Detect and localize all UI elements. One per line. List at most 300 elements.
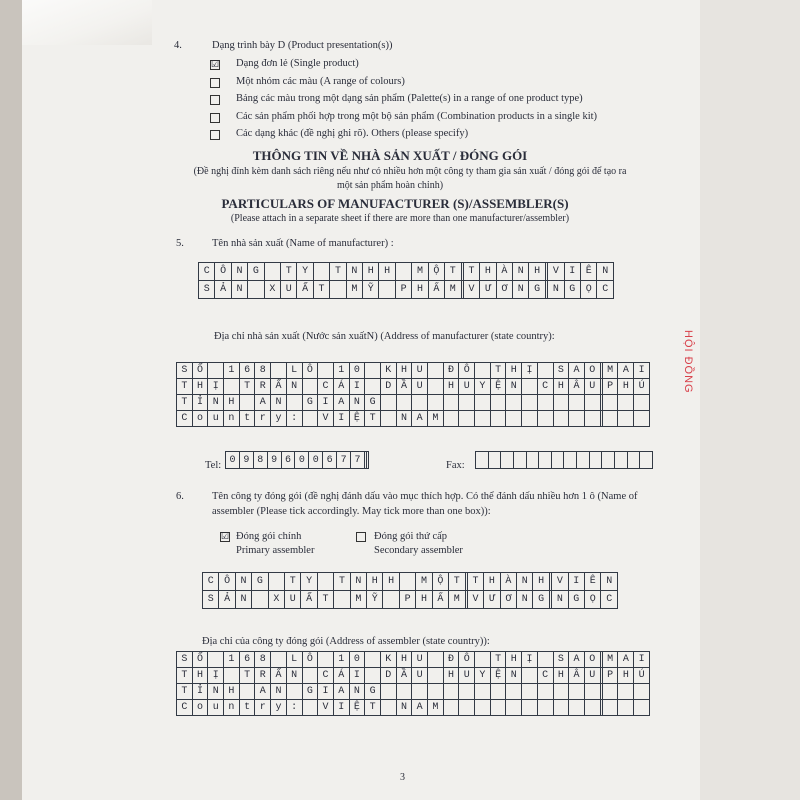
grid-cell[interactable] bbox=[589, 452, 602, 469]
grid-cell[interactable] bbox=[268, 573, 284, 591]
grid-cell[interactable]: N bbox=[271, 395, 287, 411]
grid-cell[interactable]: T bbox=[490, 363, 506, 379]
grid-cell[interactable]: y bbox=[271, 700, 287, 716]
grid-cell[interactable]: V bbox=[467, 591, 483, 609]
grid-cell[interactable] bbox=[584, 411, 600, 427]
grid-cell[interactable]: C bbox=[597, 281, 614, 299]
grid-cell[interactable] bbox=[615, 452, 628, 469]
grid-cell[interactable]: Ả bbox=[219, 591, 235, 609]
grid-cell[interactable]: Ấ bbox=[301, 591, 317, 609]
grid-cell[interactable]: P bbox=[602, 379, 618, 395]
grid-cell[interactable]: 6 bbox=[239, 363, 255, 379]
grid-cell[interactable]: H bbox=[618, 379, 634, 395]
grid-cell[interactable] bbox=[569, 395, 585, 411]
grid-cell[interactable]: C bbox=[537, 668, 553, 684]
grid-cell[interactable]: Ê bbox=[585, 573, 601, 591]
grid-cell[interactable]: N bbox=[235, 573, 251, 591]
grid-cell[interactable]: 8 bbox=[255, 652, 271, 668]
grid-cell[interactable]: H bbox=[224, 395, 240, 411]
grid-cell[interactable]: Ị bbox=[522, 652, 538, 668]
grid-cell[interactable]: 7 bbox=[337, 452, 351, 469]
grid-cell[interactable]: N bbox=[231, 281, 247, 299]
grid-cell[interactable] bbox=[365, 668, 381, 684]
grid-cell[interactable]: T bbox=[365, 411, 381, 427]
grid-cell[interactable]: M bbox=[602, 652, 618, 668]
grid-cell[interactable]: N bbox=[506, 668, 522, 684]
grid-cell[interactable] bbox=[618, 700, 634, 716]
grid-cell[interactable] bbox=[506, 700, 522, 716]
grid-cell[interactable]: N bbox=[396, 700, 412, 716]
grid-cell[interactable]: Ố bbox=[192, 652, 208, 668]
grid-cell[interactable]: T bbox=[490, 652, 506, 668]
grid-cell[interactable] bbox=[506, 411, 522, 427]
grid-cell[interactable]: Ô bbox=[302, 652, 318, 668]
grid-cell[interactable]: H bbox=[506, 652, 522, 668]
grid-cell[interactable]: r bbox=[255, 700, 271, 716]
grid-cell[interactable]: t bbox=[239, 700, 255, 716]
grid-cell[interactable] bbox=[584, 684, 600, 700]
grid-cell[interactable]: Ẩ bbox=[432, 591, 448, 609]
grid-cell[interactable]: I bbox=[349, 379, 365, 395]
grid-cell[interactable]: Ư bbox=[484, 591, 500, 609]
grid-cell[interactable]: N bbox=[208, 684, 224, 700]
grid-cell[interactable]: T bbox=[463, 263, 479, 281]
presentation-option-checkbox[interactable] bbox=[210, 113, 220, 123]
grid-cell[interactable] bbox=[318, 652, 334, 668]
grid-cell[interactable]: : bbox=[286, 700, 302, 716]
grid-cell[interactable] bbox=[252, 591, 268, 609]
grid-cell[interactable]: H bbox=[443, 379, 459, 395]
grid-cell[interactable] bbox=[553, 411, 569, 427]
grid-cell[interactable] bbox=[553, 684, 569, 700]
grid-cell[interactable] bbox=[475, 411, 491, 427]
grid-cell[interactable] bbox=[428, 652, 444, 668]
grid-cell[interactable] bbox=[627, 452, 640, 469]
grid-cell[interactable]: A bbox=[255, 395, 271, 411]
grid-cell[interactable] bbox=[428, 379, 444, 395]
presentation-option-checkbox[interactable] bbox=[210, 78, 220, 88]
grid-cell[interactable]: T bbox=[365, 700, 381, 716]
presentation-option-checkbox[interactable] bbox=[210, 130, 220, 140]
grid-cell[interactable] bbox=[459, 395, 475, 411]
grid-cell[interactable]: N bbox=[349, 395, 365, 411]
grid-cell[interactable]: O bbox=[584, 363, 600, 379]
grid-cell[interactable]: T bbox=[177, 684, 193, 700]
grid-cell[interactable]: N bbox=[231, 263, 247, 281]
grid-cell[interactable] bbox=[443, 411, 459, 427]
grid-cell[interactable]: U bbox=[459, 379, 475, 395]
grid-cell[interactable] bbox=[584, 700, 600, 716]
grid-cell[interactable]: A bbox=[255, 684, 271, 700]
grid-cell[interactable] bbox=[443, 395, 459, 411]
grid-cell[interactable]: T bbox=[449, 573, 465, 591]
grid-cell[interactable]: D bbox=[380, 668, 396, 684]
grid-cell[interactable]: I bbox=[318, 395, 334, 411]
grid-cell[interactable] bbox=[602, 411, 618, 427]
grid-cell[interactable]: C bbox=[601, 591, 618, 609]
grid-cell[interactable]: Ú bbox=[634, 668, 650, 684]
grid-cell[interactable] bbox=[569, 700, 585, 716]
grid-cell[interactable] bbox=[459, 700, 475, 716]
grid-cell[interactable]: S bbox=[199, 281, 215, 299]
grid-cell[interactable] bbox=[224, 668, 240, 684]
grid-cell[interactable]: M bbox=[350, 591, 366, 609]
grid-cell[interactable]: S bbox=[177, 363, 193, 379]
grid-cell[interactable]: M bbox=[346, 281, 362, 299]
grid-cell[interactable]: Â bbox=[569, 668, 585, 684]
grid-cell[interactable]: H bbox=[396, 652, 412, 668]
grid-cell[interactable] bbox=[475, 700, 491, 716]
grid-cell[interactable]: N bbox=[601, 573, 618, 591]
grid-cell[interactable]: N bbox=[208, 395, 224, 411]
grid-cell[interactable]: T bbox=[285, 573, 301, 591]
grid-cell[interactable] bbox=[634, 411, 650, 427]
grid-cell[interactable] bbox=[602, 452, 615, 469]
grid-cell[interactable]: t bbox=[239, 411, 255, 427]
grid-cell[interactable]: U bbox=[584, 379, 600, 395]
grid-cell[interactable]: Ầ bbox=[396, 668, 412, 684]
grid-cell[interactable]: H bbox=[367, 573, 383, 591]
grid-cell[interactable]: Y bbox=[475, 379, 491, 395]
grid-cell[interactable]: H bbox=[480, 263, 496, 281]
grid-cell[interactable] bbox=[569, 411, 585, 427]
grid-cell[interactable]: G bbox=[564, 281, 580, 299]
grid-cell[interactable]: I bbox=[318, 684, 334, 700]
grid-cell[interactable]: I bbox=[564, 263, 580, 281]
grid-cell[interactable]: 1 bbox=[333, 652, 349, 668]
grid-cell[interactable] bbox=[428, 684, 444, 700]
grid-cell[interactable] bbox=[380, 395, 396, 411]
grid-cell[interactable] bbox=[634, 684, 650, 700]
grid-cell[interactable]: G bbox=[302, 395, 318, 411]
grid-cell[interactable] bbox=[475, 395, 491, 411]
grid-cell[interactable] bbox=[412, 395, 428, 411]
grid-cell[interactable]: L bbox=[286, 363, 302, 379]
grid-cell[interactable]: U bbox=[412, 363, 428, 379]
grid-cell[interactable]: H bbox=[224, 684, 240, 700]
grid-cell[interactable]: G bbox=[248, 263, 264, 281]
grid-cell[interactable]: M bbox=[428, 700, 444, 716]
grid-cell[interactable] bbox=[443, 684, 459, 700]
grid-cell[interactable]: U bbox=[584, 668, 600, 684]
grid-cell[interactable]: G bbox=[365, 395, 381, 411]
grid-cell[interactable]: 6 bbox=[281, 452, 295, 469]
grid-cell[interactable]: À bbox=[500, 573, 516, 591]
grid-cell[interactable]: Ô bbox=[219, 573, 235, 591]
grid-cell[interactable] bbox=[459, 684, 475, 700]
grid-cell[interactable]: u bbox=[208, 411, 224, 427]
grid-cell[interactable]: H bbox=[553, 379, 569, 395]
grid-cell[interactable] bbox=[286, 395, 302, 411]
grid-cell[interactable] bbox=[366, 452, 368, 469]
grid-cell[interactable] bbox=[488, 452, 501, 469]
grid-cell[interactable]: 1 bbox=[224, 363, 240, 379]
grid-cell[interactable]: A bbox=[412, 700, 428, 716]
grid-cell[interactable]: Ỉ bbox=[192, 684, 208, 700]
grid-cell[interactable] bbox=[564, 452, 577, 469]
grid-cell[interactable] bbox=[380, 700, 396, 716]
grid-cell[interactable]: 9 bbox=[239, 452, 253, 469]
grid-cell[interactable] bbox=[640, 452, 653, 469]
grid-cell[interactable]: Ẩ bbox=[428, 281, 444, 299]
grid-cell[interactable] bbox=[334, 591, 350, 609]
grid-cell[interactable] bbox=[313, 263, 329, 281]
grid-cell[interactable] bbox=[224, 379, 240, 395]
grid-cell[interactable] bbox=[459, 411, 475, 427]
grid-cell[interactable] bbox=[443, 700, 459, 716]
grid-cell[interactable] bbox=[286, 684, 302, 700]
grid-cell[interactable]: Ệ bbox=[490, 379, 506, 395]
grid-cell[interactable]: N bbox=[517, 591, 533, 609]
grid-cell[interactable]: G bbox=[533, 591, 549, 609]
grid-cell[interactable]: C bbox=[199, 263, 215, 281]
grid-cell[interactable] bbox=[537, 700, 553, 716]
grid-cell[interactable]: H bbox=[533, 573, 549, 591]
grid-cell[interactable]: T bbox=[177, 668, 193, 684]
grid-cell[interactable] bbox=[271, 363, 287, 379]
grid-cell[interactable] bbox=[537, 684, 553, 700]
grid-cell[interactable]: T bbox=[239, 668, 255, 684]
grid-cell[interactable] bbox=[577, 452, 590, 469]
grid-cell[interactable]: Y bbox=[475, 668, 491, 684]
grid-cell[interactable]: Ô bbox=[459, 363, 475, 379]
grid-cell[interactable]: T bbox=[281, 263, 297, 281]
grid-cell[interactable] bbox=[537, 652, 553, 668]
grid-cell[interactable] bbox=[522, 379, 538, 395]
grid-cell[interactable]: Ơ bbox=[496, 281, 512, 299]
grid-cell[interactable]: N bbox=[346, 263, 362, 281]
grid-cell[interactable]: Ô bbox=[302, 363, 318, 379]
grid-cell[interactable]: T bbox=[330, 263, 346, 281]
grid-cell[interactable]: S bbox=[553, 652, 569, 668]
grid-cell[interactable]: T bbox=[445, 263, 461, 281]
grid-cell[interactable] bbox=[380, 411, 396, 427]
grid-cell[interactable] bbox=[317, 573, 333, 591]
grid-cell[interactable] bbox=[208, 652, 224, 668]
grid-cell[interactable]: n bbox=[224, 411, 240, 427]
grid-cell[interactable] bbox=[513, 452, 526, 469]
grid-cell[interactable]: H bbox=[443, 668, 459, 684]
grid-cell[interactable]: C bbox=[318, 379, 334, 395]
grid-cell[interactable]: 0 bbox=[226, 452, 240, 469]
grid-cell[interactable]: H bbox=[192, 379, 208, 395]
grid-cell[interactable]: T bbox=[313, 281, 329, 299]
grid-cell[interactable]: Y bbox=[297, 263, 313, 281]
grid-cell[interactable] bbox=[537, 411, 553, 427]
grid-cell[interactable]: H bbox=[363, 263, 379, 281]
grid-cell[interactable]: M bbox=[416, 573, 432, 591]
grid-cell[interactable] bbox=[522, 668, 538, 684]
presentation-option-checkbox[interactable] bbox=[210, 95, 220, 105]
grid-cell[interactable]: G bbox=[529, 281, 545, 299]
grid-cell[interactable]: N bbox=[506, 379, 522, 395]
grid-cell[interactable]: P bbox=[399, 591, 415, 609]
grid-cell[interactable]: R bbox=[255, 668, 271, 684]
grid-cell[interactable] bbox=[553, 700, 569, 716]
grid-cell[interactable]: H bbox=[396, 363, 412, 379]
grid-cell[interactable] bbox=[522, 411, 538, 427]
grid-cell[interactable]: V bbox=[318, 700, 334, 716]
grid-cell[interactable]: Ê bbox=[581, 263, 597, 281]
grid-cell[interactable]: U bbox=[285, 591, 301, 609]
grid-cell[interactable]: T bbox=[177, 379, 193, 395]
grid-cell[interactable]: Y bbox=[301, 573, 317, 591]
grid-cell[interactable]: r bbox=[255, 411, 271, 427]
grid-cell[interactable]: V bbox=[552, 573, 568, 591]
grid-cell[interactable] bbox=[490, 700, 506, 716]
grid-cell[interactable]: I bbox=[634, 363, 650, 379]
grid-cell[interactable] bbox=[302, 700, 318, 716]
grid-cell[interactable]: L bbox=[286, 652, 302, 668]
grid-cell[interactable] bbox=[526, 452, 539, 469]
grid-cell[interactable]: Ô bbox=[459, 652, 475, 668]
grid-cell[interactable]: M bbox=[602, 363, 618, 379]
grid-cell[interactable]: A bbox=[618, 363, 634, 379]
grid-cell[interactable] bbox=[302, 379, 318, 395]
grid-cell[interactable] bbox=[618, 395, 634, 411]
grid-cell[interactable] bbox=[602, 684, 618, 700]
grid-cell[interactable]: C bbox=[537, 379, 553, 395]
grid-cell[interactable]: S bbox=[203, 591, 219, 609]
grid-cell[interactable] bbox=[365, 652, 381, 668]
grid-cell[interactable] bbox=[584, 395, 600, 411]
grid-cell[interactable]: H bbox=[553, 668, 569, 684]
grid-cell[interactable] bbox=[537, 395, 553, 411]
grid-cell[interactable]: C bbox=[318, 668, 334, 684]
grid-cell[interactable] bbox=[475, 363, 491, 379]
grid-cell[interactable] bbox=[383, 591, 399, 609]
grid-cell[interactable]: K bbox=[380, 652, 396, 668]
grid-cell[interactable] bbox=[476, 452, 489, 469]
grid-cell[interactable]: G bbox=[252, 573, 268, 591]
grid-cell[interactable]: A bbox=[333, 395, 349, 411]
grid-cell[interactable]: M bbox=[412, 263, 428, 281]
grid-cell[interactable] bbox=[475, 652, 491, 668]
grid-cell[interactable] bbox=[239, 684, 255, 700]
grid-cell[interactable]: H bbox=[484, 573, 500, 591]
grid-cell[interactable] bbox=[602, 700, 618, 716]
grid-cell[interactable]: X bbox=[268, 591, 284, 609]
grid-cell[interactable]: H bbox=[379, 263, 395, 281]
grid-cell[interactable] bbox=[569, 684, 585, 700]
grid-cell[interactable] bbox=[208, 363, 224, 379]
grid-cell[interactable] bbox=[490, 395, 506, 411]
grid-cell[interactable]: T bbox=[239, 379, 255, 395]
grid-cell[interactable]: Ộ bbox=[428, 263, 444, 281]
grid-cell[interactable]: X bbox=[264, 281, 280, 299]
grid-cell[interactable]: H bbox=[529, 263, 545, 281]
grid-cell[interactable]: 6 bbox=[323, 452, 337, 469]
grid-cell[interactable]: C bbox=[203, 573, 219, 591]
grid-cell[interactable]: 0 bbox=[349, 363, 365, 379]
grid-cell[interactable] bbox=[537, 363, 553, 379]
grid-cell[interactable]: N bbox=[271, 684, 287, 700]
grid-cell[interactable]: 0 bbox=[295, 452, 309, 469]
grid-cell[interactable]: : bbox=[286, 411, 302, 427]
grid-cell[interactable]: 8 bbox=[255, 363, 271, 379]
grid-cell[interactable]: o bbox=[192, 700, 208, 716]
grid-cell[interactable]: n bbox=[224, 700, 240, 716]
grid-cell[interactable] bbox=[302, 668, 318, 684]
grid-cell[interactable]: P bbox=[395, 281, 411, 299]
grid-cell[interactable] bbox=[553, 395, 569, 411]
grid-cell[interactable] bbox=[506, 684, 522, 700]
grid-cell[interactable]: H bbox=[412, 281, 428, 299]
grid-cell[interactable] bbox=[522, 395, 538, 411]
grid-cell[interactable]: A bbox=[618, 652, 634, 668]
grid-cell[interactable]: Ả bbox=[215, 281, 231, 299]
grid-cell[interactable]: G bbox=[302, 684, 318, 700]
grid-cell[interactable]: H bbox=[416, 591, 432, 609]
grid-cell[interactable]: C bbox=[177, 411, 193, 427]
grid-cell[interactable]: 0 bbox=[349, 652, 365, 668]
grid-cell[interactable]: Đ bbox=[443, 363, 459, 379]
grid-cell[interactable] bbox=[551, 452, 564, 469]
grid-cell[interactable] bbox=[522, 684, 538, 700]
grid-cell[interactable] bbox=[539, 452, 552, 469]
grid-cell[interactable] bbox=[602, 395, 618, 411]
grid-cell[interactable] bbox=[239, 395, 255, 411]
grid-cell[interactable] bbox=[396, 684, 412, 700]
primary-assembler-checkbox[interactable] bbox=[220, 532, 230, 542]
grid-cell[interactable]: I bbox=[634, 652, 650, 668]
grid-cell[interactable]: 6 bbox=[239, 652, 255, 668]
grid-cell[interactable] bbox=[264, 263, 280, 281]
grid-cell[interactable]: Ọ bbox=[581, 281, 597, 299]
grid-cell[interactable]: Ị bbox=[208, 379, 224, 395]
grid-cell[interactable]: H bbox=[383, 573, 399, 591]
grid-cell[interactable]: D bbox=[380, 379, 396, 395]
grid-cell[interactable]: U bbox=[412, 668, 428, 684]
grid-cell[interactable]: Ỹ bbox=[367, 591, 383, 609]
grid-cell[interactable]: N bbox=[552, 591, 568, 609]
grid-cell[interactable]: N bbox=[286, 379, 302, 395]
grid-cell[interactable]: Ỉ bbox=[192, 395, 208, 411]
grid-cell[interactable]: Ấ bbox=[271, 668, 287, 684]
grid-cell[interactable]: I bbox=[333, 700, 349, 716]
grid-cell[interactable]: H bbox=[506, 363, 522, 379]
grid-cell[interactable] bbox=[634, 395, 650, 411]
grid-cell[interactable] bbox=[522, 700, 538, 716]
grid-cell[interactable]: Ố bbox=[192, 363, 208, 379]
grid-cell[interactable] bbox=[428, 668, 444, 684]
grid-cell[interactable]: K bbox=[380, 363, 396, 379]
grid-cell[interactable]: G bbox=[365, 684, 381, 700]
grid-cell[interactable] bbox=[412, 684, 428, 700]
grid-cell[interactable]: A bbox=[569, 652, 585, 668]
grid-cell[interactable]: N bbox=[286, 668, 302, 684]
grid-cell[interactable] bbox=[379, 281, 395, 299]
grid-cell[interactable] bbox=[618, 684, 634, 700]
grid-cell[interactable]: R bbox=[255, 379, 271, 395]
grid-cell[interactable]: N bbox=[548, 281, 564, 299]
grid-cell[interactable]: A bbox=[333, 684, 349, 700]
grid-cell[interactable]: C bbox=[177, 700, 193, 716]
grid-cell[interactable]: Ọ bbox=[585, 591, 601, 609]
grid-cell[interactable] bbox=[395, 263, 411, 281]
grid-cell[interactable]: P bbox=[602, 668, 618, 684]
grid-cell[interactable] bbox=[634, 700, 650, 716]
grid-cell[interactable]: N bbox=[517, 573, 533, 591]
grid-cell[interactable]: M bbox=[449, 591, 465, 609]
grid-cell[interactable] bbox=[271, 652, 287, 668]
grid-cell[interactable]: 9 bbox=[267, 452, 281, 469]
grid-cell[interactable]: Ơ bbox=[500, 591, 516, 609]
grid-cell[interactable] bbox=[399, 573, 415, 591]
grid-cell[interactable] bbox=[475, 684, 491, 700]
grid-cell[interactable]: Ệ bbox=[490, 668, 506, 684]
grid-cell[interactable]: U bbox=[459, 668, 475, 684]
